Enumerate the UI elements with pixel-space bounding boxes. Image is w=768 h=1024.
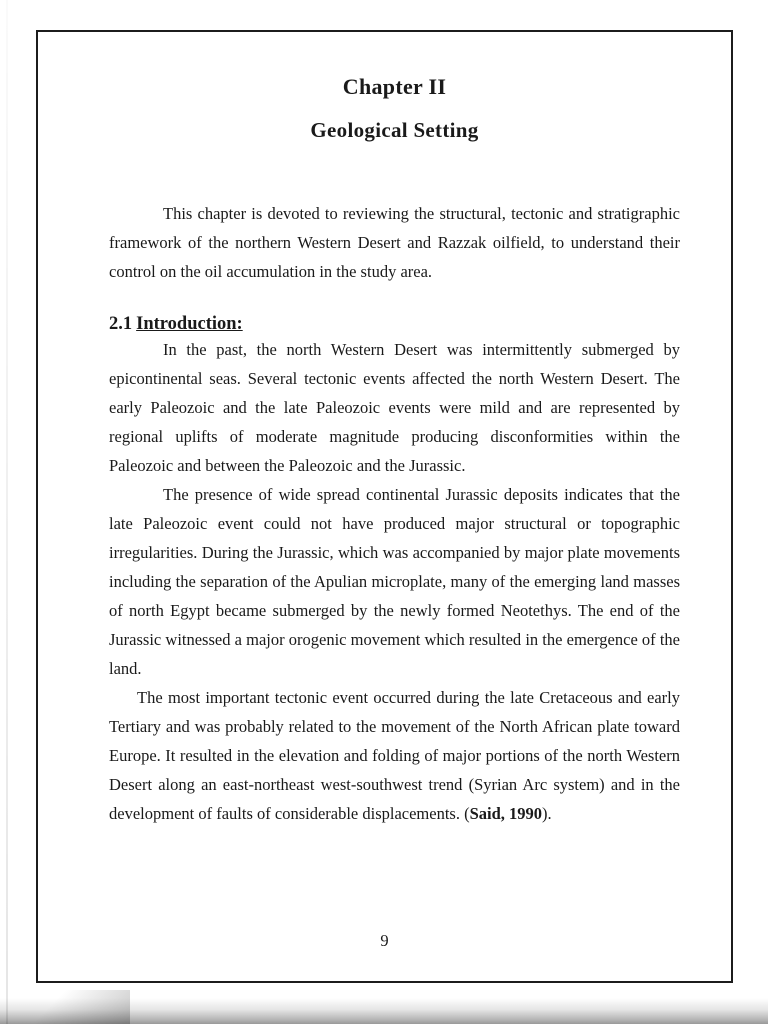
body-paragraph: In the past, the north Western Desert was intermittently submerged by epicontinental seas. Several tectonic events affected the north Western Desert. The early Paleozoic and the late Paleozoic events were mild and are represented by regional uplifts of moderate magnitude producing disconformities within the Paleozoic and between the Paleozoic and the Jurassic. (109, 340, 680, 475)
paragraph-text: The most important tectonic event occurred during the late Cretaceous and early Tertiary and was probably related to the movement of the North African plate toward Europe. It resulted in the elevation and folding of major portions of the north Western Desert along an east-northeast west-southwest trend (Syrian Arc system) and in the development of faults of considerable displacements. ( (109, 688, 680, 823)
intro-paragraph: This chapter is devoted to reviewing the structural, tectonic and stratigraphic framework of the northern Western Desert and Razzak oilfield, to understand their control on the oil accumulation in the study area. (109, 204, 680, 281)
section-heading (109, 314, 680, 335)
body-paragraph-with-citation (109, 683, 680, 828)
chapter-subtitle: Geological Setting (310, 118, 479, 142)
citation: Said, 1990 (469, 804, 543, 823)
page-border (36, 30, 733, 983)
chapter-title: Chapter II (342, 74, 447, 99)
page-number: 9 (380, 931, 389, 950)
body-paragraph: The presence of wide spread continental Jurassic deposits indicates that the late Paleozoic event could not have produced major structural or topographic irregularities. During the Jurassic, which was accompanied by major plate movements including the separation of the Apulian microplate, many of the emerging land masses of north Egypt became submerged by the newly formed Neotethys. The end of the Jurassic witnessed a major orogenic movement which resulted in the emergence of the land. (109, 485, 680, 678)
section-number: 2.1 (109, 314, 133, 334)
paragraph-suffix: ). (542, 804, 552, 823)
scan-edge-artifact (6, 0, 8, 1024)
scan-corner-shadow (0, 990, 130, 1024)
scan-bottom-shadow (0, 998, 768, 1024)
section-title: Introduction: (136, 314, 243, 334)
